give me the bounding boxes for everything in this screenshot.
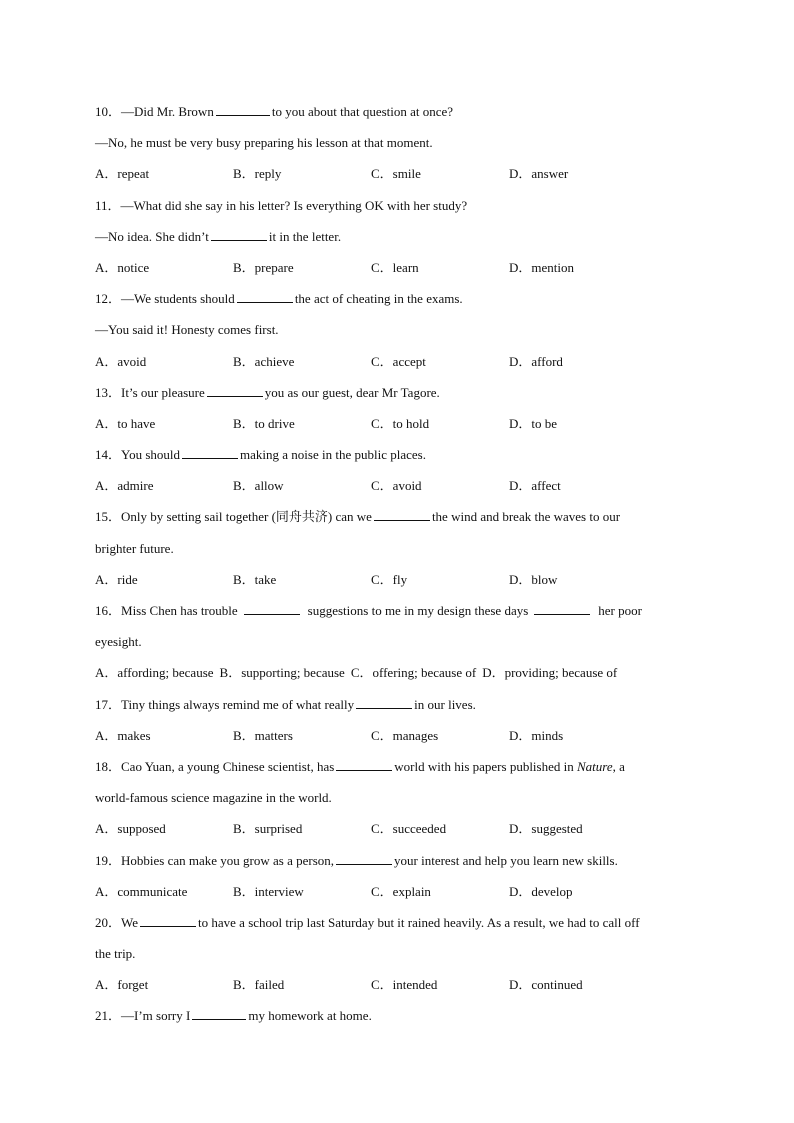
option-b: B．surprised [233,821,303,837]
options-row-14 [95,470,705,501]
option-b: B．failed [233,977,285,993]
option-a: A．to have [95,415,156,431]
option-c: C．learn [371,259,419,275]
question-continuation: world-famous science magazine in the world. [95,790,332,806]
option-d: D．affect [509,478,561,494]
options-row-11 [95,252,705,283]
answer-blank [534,601,590,615]
answer-blank [244,601,300,615]
option-c: C．explain [371,883,431,899]
option-d: D．continued [509,977,583,993]
option-c: C．succeeded [371,821,447,837]
answer-blank [211,227,267,241]
option-a: A．communicate [95,883,188,899]
answer-blank [374,507,430,521]
option-a: A．admire [95,478,154,494]
option-d: D．mention [509,259,574,275]
option-b: B．achieve [233,353,295,369]
answer-blank [192,1006,246,1020]
option-a: A．makes [95,727,151,743]
question-continuation: —No, he must be very busy preparing his lesson at that moment. [95,135,433,151]
question-stem-19: 19．Hobbies can make you grow as a person, your interest and help you learn new skills. [95,852,618,868]
option-d: D．answer [509,166,569,182]
question-stem-14: 14．You should making a noise in the public places. [95,447,426,463]
option-a: A．supposed [95,821,166,837]
option-a: A．forget [95,977,149,993]
option-b: B．prepare [233,259,294,275]
option-d: D．develop [509,883,573,899]
option-a: A．affording; because [95,665,214,681]
option-c: C．offering; because of [350,665,477,681]
option-d: D．blow [509,571,558,587]
exam-page [95,96,705,1032]
option-d: D．to be [509,415,558,431]
option-a: A．ride [95,571,138,587]
answer-blank [140,913,196,927]
question-stem-18: 18．Cao Yuan, a young Chinese scientist, has world with his papers published in Nature, a [95,758,625,774]
question-stem-16: 16．Miss Chen has trouble suggestions to me in my design these days her poor [95,603,642,618]
options-row-16 [95,657,705,688]
question-continuation: —No idea. She didn’t it in the letter. [95,228,342,244]
options-row-10 [95,158,705,189]
options-row-12 [95,346,705,377]
option-b: B．interview [233,883,304,899]
option-c: C．smile [371,166,421,182]
question-stem-17: 17．Tiny things always remind me of what really in our lives. [95,696,476,712]
option-a: A．repeat [95,166,150,182]
answer-blank [216,102,270,116]
option-b: B．matters [233,727,293,743]
options-row-17 [95,720,705,751]
question-continuation: eyesight. [95,634,142,650]
option-b: B．supporting; because [219,665,345,681]
answer-blank [356,695,412,709]
option-c: C．fly [371,571,408,587]
options-row-15 [95,564,705,595]
option-c: C．manages [371,727,439,743]
question-continuation: brighter future. [95,540,174,556]
answer-blank [336,757,392,771]
answer-blank [336,851,392,865]
option-a: A．notice [95,259,150,275]
option-d: D．providing; because of [482,665,618,681]
option-c: C．accept [371,353,426,369]
option-d: D．afford [509,353,563,369]
option-c: C．avoid [371,478,422,494]
answer-blank [207,383,263,397]
option-b: B．allow [233,478,284,494]
option-d: D．suggested [509,821,583,837]
answer-blank [182,445,238,459]
option-a: A．avoid [95,353,147,369]
question-stem-12: 12．—We students should the act of cheating in the exams. [95,291,463,307]
question-stem-10: 10．—Did Mr. Brown to you about that question at once? [95,104,454,119]
question-continuation: —You said it! Honesty comes first. [95,322,279,338]
question-stem-13: 13．It’s our pleasure you as our guest, dear Mr Tagore. [95,384,440,400]
option-c: C．to hold [371,415,430,431]
options-row-13 [95,408,705,439]
option-b: B．take [233,571,277,587]
option-c: C．intended [371,977,438,993]
option-b: B．to drive [233,415,295,431]
question-stem-15: 15．Only by setting sail together (同舟共济) can we the wind and break the waves to our [95,509,621,525]
options-row-20 [95,969,705,1000]
question-stem-20: 20．We to have a school trip last Saturday but it rained heavily. As a result, we had to call off [95,914,640,930]
question-stem-21: 21．—I’m sorry I my homework at home. [95,1008,372,1024]
options-row-18 [95,813,705,844]
answer-blank [237,289,293,303]
options-row-19 [95,876,705,907]
option-b: B．reply [233,166,282,182]
question-continuation: the trip. [95,946,136,962]
option-d: D．minds [509,727,564,743]
question-stem-11: 11．—What did she say in his letter? Is everything OK with her study? [95,197,468,213]
